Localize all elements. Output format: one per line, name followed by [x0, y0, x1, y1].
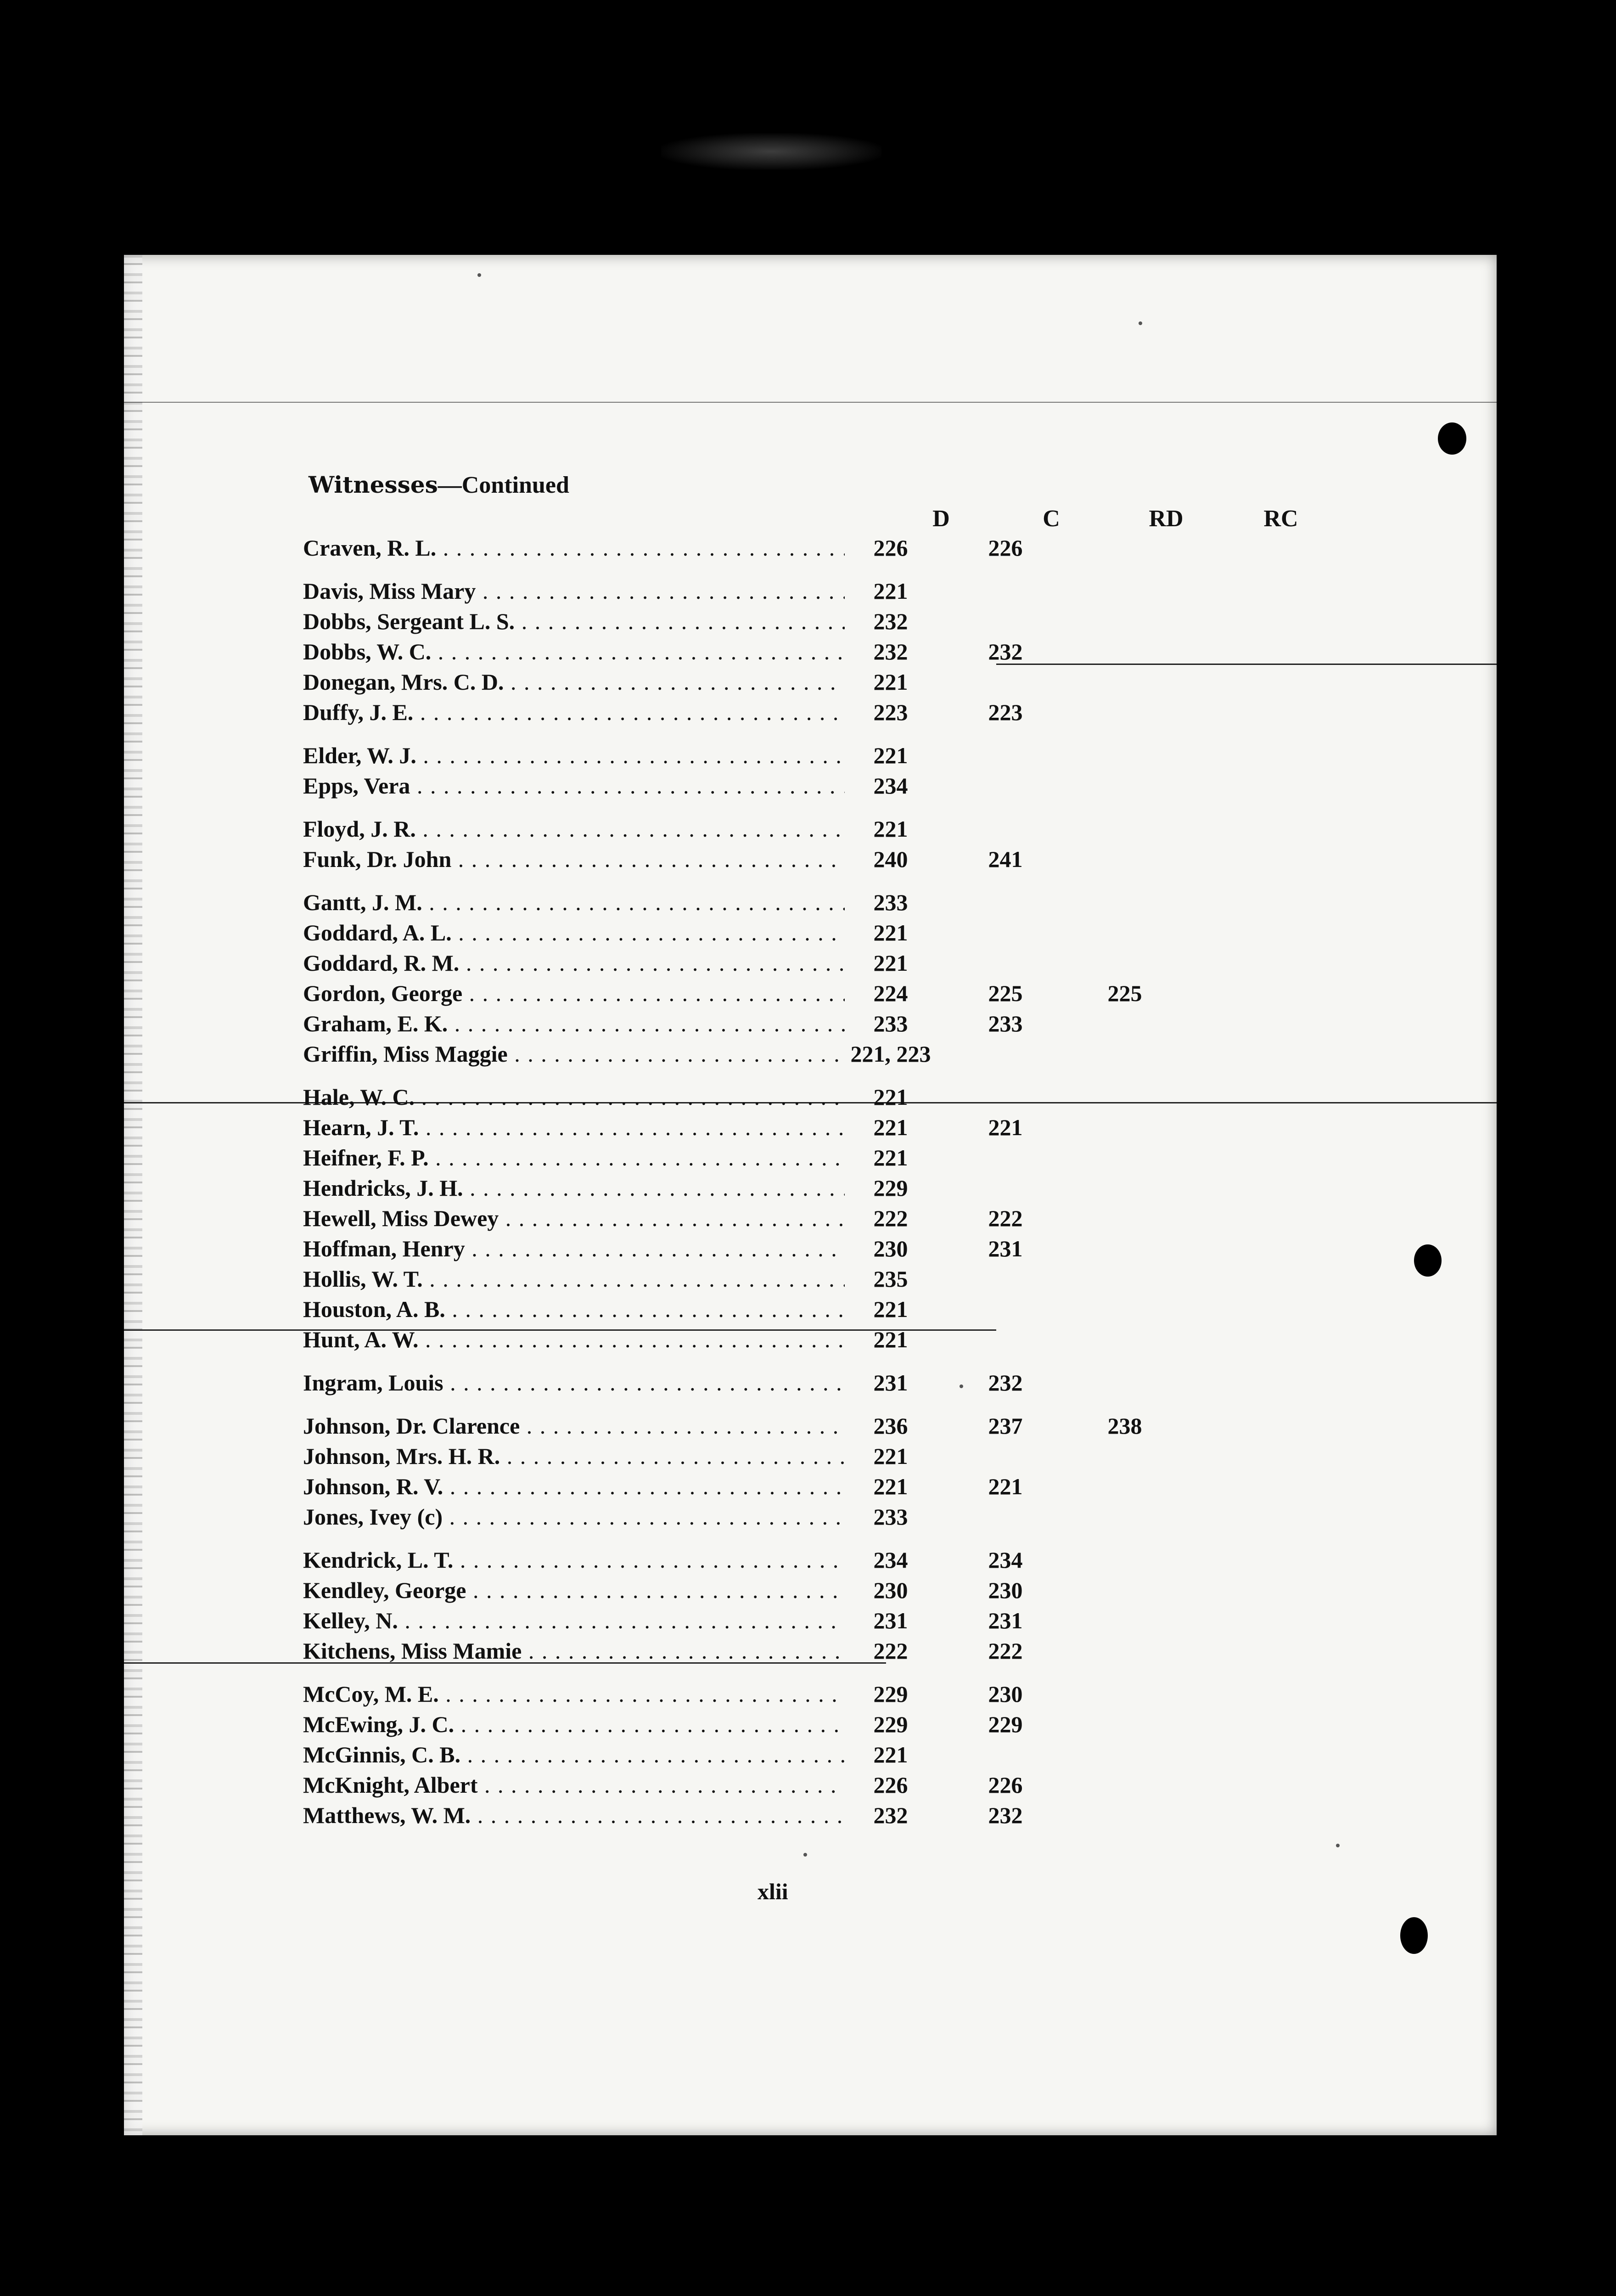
direct-page: 221: [873, 578, 908, 604]
section-title: Witnesses: [309, 471, 438, 498]
direct-page: 233: [873, 1504, 908, 1530]
direct-page: 233: [873, 1011, 908, 1036]
direct-page: 229: [873, 1681, 908, 1707]
index-row: [303, 697, 1313, 727]
index-row: [303, 1264, 1313, 1294]
index-row: [303, 533, 1313, 563]
cross-page: 226: [988, 535, 1023, 561]
direct-page: 226: [873, 1772, 908, 1798]
index-row: [303, 887, 1313, 917]
cross-page: 232: [988, 639, 1023, 664]
section-heading: [309, 471, 569, 499]
witness-name: Hunt, A. W. . . .: [303, 1324, 845, 1355]
index-row: [303, 740, 1313, 771]
witness-name: Gantt, J. M. . . .: [303, 887, 845, 917]
index-row: [303, 1367, 1313, 1398]
index-row: [303, 1324, 1313, 1355]
index-row: [303, 948, 1313, 978]
index-row: [303, 844, 1313, 874]
direct-page: 230: [873, 1577, 908, 1603]
direct-page: 221: [873, 1474, 908, 1499]
witness-name: McEwing, J. C. . . .: [303, 1709, 845, 1739]
direct-page: 224: [873, 980, 908, 1006]
speck: [803, 1853, 807, 1857]
direct-page: 226: [873, 535, 908, 561]
index-row: [303, 1770, 1313, 1800]
cross-page: 221: [988, 1474, 1023, 1499]
index-row: [303, 1739, 1313, 1770]
witness-name: McKnight, Albert . . .: [303, 1770, 845, 1800]
column-header-c: C: [1043, 506, 1060, 532]
cross-page: 226: [988, 1772, 1023, 1798]
cross-page: 233: [988, 1011, 1023, 1036]
witness-name: Epps, Vera . . .: [303, 771, 845, 801]
index-row: [303, 1039, 1313, 1069]
cross-page: 222: [988, 1638, 1023, 1664]
witness-name: Craven, R. L. . . .: [303, 533, 845, 563]
index-row: [303, 771, 1313, 801]
direct-page: 221: [873, 1296, 908, 1322]
direct-page: 221: [873, 816, 908, 842]
cross-page: 221: [988, 1114, 1023, 1140]
witness-name: Kendley, George . . .: [303, 1575, 845, 1605]
index-row: [303, 1605, 1313, 1636]
witness-name: Graham, E. K. . . .: [303, 1008, 845, 1039]
witness-name: Goddard, A. L. . . .: [303, 917, 845, 948]
direct-page: 229: [873, 1711, 908, 1737]
witness-name: Hewell, Miss Dewey . . .: [303, 1203, 845, 1233]
index-row: [303, 1008, 1313, 1039]
direct-page: 221, 223: [850, 1041, 931, 1067]
witness-name: Donegan, Mrs. C. D. . . .: [303, 667, 845, 697]
cross-page: 231: [988, 1236, 1023, 1261]
index-row: [303, 814, 1313, 844]
direct-page: 229: [873, 1175, 908, 1201]
witness-name: Johnson, R. V. . . .: [303, 1471, 845, 1502]
direct-page: 231: [873, 1608, 908, 1633]
direct-page: 234: [873, 773, 908, 799]
index-row: [303, 1112, 1313, 1142]
index-row: [303, 1142, 1313, 1173]
witness-name: Goddard, R. M. . . .: [303, 948, 845, 978]
cross-page: 230: [988, 1681, 1023, 1707]
index-row: [303, 1679, 1313, 1709]
index-row: [303, 1294, 1313, 1324]
witness-name: Hoffman, Henry . . .: [303, 1233, 845, 1264]
witness-name: Hale, W. C. . . .: [303, 1082, 845, 1112]
witness-index: [303, 533, 1313, 1830]
index-row: [303, 1173, 1313, 1203]
direct-page: 232: [873, 639, 908, 664]
witness-name: Johnson, Dr. Clarence . . .: [303, 1411, 845, 1441]
column-header-rd: RD: [1149, 506, 1184, 532]
direct-page: 221: [873, 669, 908, 695]
witness-name: Hearn, J. T. . . .: [303, 1112, 845, 1142]
ink-blot: [1414, 1244, 1442, 1277]
witness-name: Griffin, Miss Maggie . . .: [303, 1039, 845, 1069]
witness-name: Davis, Miss Mary . . .: [303, 576, 845, 606]
index-row: [303, 667, 1313, 697]
index-row: [303, 1233, 1313, 1264]
direct-page: 232: [873, 1802, 908, 1828]
witness-name: Ingram, Louis . . .: [303, 1367, 845, 1398]
cross-page: 222: [988, 1205, 1023, 1231]
index-row: [303, 1545, 1313, 1575]
cross-page: 225: [988, 980, 1023, 1006]
redirect-page: 238: [1107, 1413, 1142, 1439]
direct-page: 221: [873, 1327, 908, 1352]
speck: [1139, 321, 1142, 325]
direct-page: 221: [873, 1443, 908, 1469]
index-row: [303, 576, 1313, 606]
witness-name: Houston, A. B. . . .: [303, 1294, 845, 1324]
cross-page: 229: [988, 1711, 1023, 1737]
direct-page: 231: [873, 1370, 908, 1396]
direct-page: 230: [873, 1236, 908, 1261]
index-row: [303, 978, 1313, 1008]
cross-page: 230: [988, 1577, 1023, 1603]
witness-name: Dobbs, Sergeant L. S. . . .: [303, 606, 845, 636]
index-row: [303, 636, 1313, 667]
witness-name: Dobbs, W. C. . . .: [303, 636, 845, 667]
index-row: [303, 1471, 1313, 1502]
witness-name: Gordon, George . . .: [303, 978, 845, 1008]
direct-page: 233: [873, 889, 908, 915]
index-row: [303, 1082, 1313, 1112]
index-row: [303, 1800, 1313, 1830]
index-row: [303, 1502, 1313, 1532]
direct-page: 235: [873, 1266, 908, 1292]
film-header-smudge: [661, 133, 881, 170]
page-number: xlii: [758, 1879, 788, 1904]
direct-page: 232: [873, 608, 908, 634]
witness-name: Johnson, Mrs. H. R. . . .: [303, 1441, 845, 1471]
index-row: [303, 917, 1313, 948]
direct-page: 221: [873, 950, 908, 976]
direct-page: 234: [873, 1547, 908, 1573]
witness-name: Matthews, W. M. . . .: [303, 1800, 845, 1830]
witness-name: Kitchens, Miss Mamie . . .: [303, 1636, 845, 1666]
witness-name: Kendrick, L. T. . . .: [303, 1545, 845, 1575]
index-row: [303, 606, 1313, 636]
speck: [1336, 1844, 1340, 1847]
cross-page: 231: [988, 1608, 1023, 1633]
binding-edge: [124, 255, 142, 2135]
direct-page: 221: [873, 920, 908, 945]
ink-blot: [1438, 422, 1466, 455]
direct-page: 236: [873, 1413, 908, 1439]
witness-name: Duffy, J. E. . . .: [303, 697, 845, 727]
speck: [477, 273, 481, 277]
direct-page: 221: [873, 1084, 908, 1110]
cross-page: 241: [988, 846, 1023, 872]
direct-page: 221: [873, 1114, 908, 1140]
direct-page: 222: [873, 1638, 908, 1664]
index-row: [303, 1636, 1313, 1666]
witness-name: McGinnis, C. B. . . .: [303, 1739, 845, 1770]
witness-name: Hollis, W. T. . . .: [303, 1264, 845, 1294]
direct-page: 240: [873, 846, 908, 872]
witness-name: McCoy, M. E. . . .: [303, 1679, 845, 1709]
direct-page: 222: [873, 1205, 908, 1231]
index-row: [303, 1411, 1313, 1441]
witness-name: Kelley, N. . . .: [303, 1605, 845, 1636]
direct-page: 221: [873, 1145, 908, 1171]
index-row: [303, 1441, 1313, 1471]
artifact-rule: [124, 402, 1497, 403]
column-header-d: D: [932, 506, 950, 532]
witness-name: Floyd, J. R. . . .: [303, 814, 845, 844]
index-row: [303, 1575, 1313, 1605]
ink-blot: [1400, 1917, 1428, 1954]
witness-name: Jones, Ivey (c) . . .: [303, 1502, 845, 1532]
index-row: [303, 1709, 1313, 1739]
cross-page: 232: [988, 1370, 1023, 1396]
witness-name: Hendricks, J. H. . . .: [303, 1173, 845, 1203]
cross-page: 232: [988, 1802, 1023, 1828]
section-suffix: —Continued: [438, 472, 569, 498]
witness-name: Heifner, F. P. . . .: [303, 1142, 845, 1173]
witness-name: Funk, Dr. John . . .: [303, 844, 845, 874]
direct-page: 221: [873, 743, 908, 768]
witness-name: Elder, W. J. . . .: [303, 740, 845, 771]
cross-page: 237: [988, 1413, 1023, 1439]
direct-page: 223: [873, 699, 908, 725]
index-row: [303, 1203, 1313, 1233]
cross-page: 234: [988, 1547, 1023, 1573]
cross-page: 223: [988, 699, 1023, 725]
column-header-rc: RC: [1263, 506, 1298, 532]
direct-page: 221: [873, 1742, 908, 1767]
redirect-page: 225: [1107, 980, 1142, 1006]
